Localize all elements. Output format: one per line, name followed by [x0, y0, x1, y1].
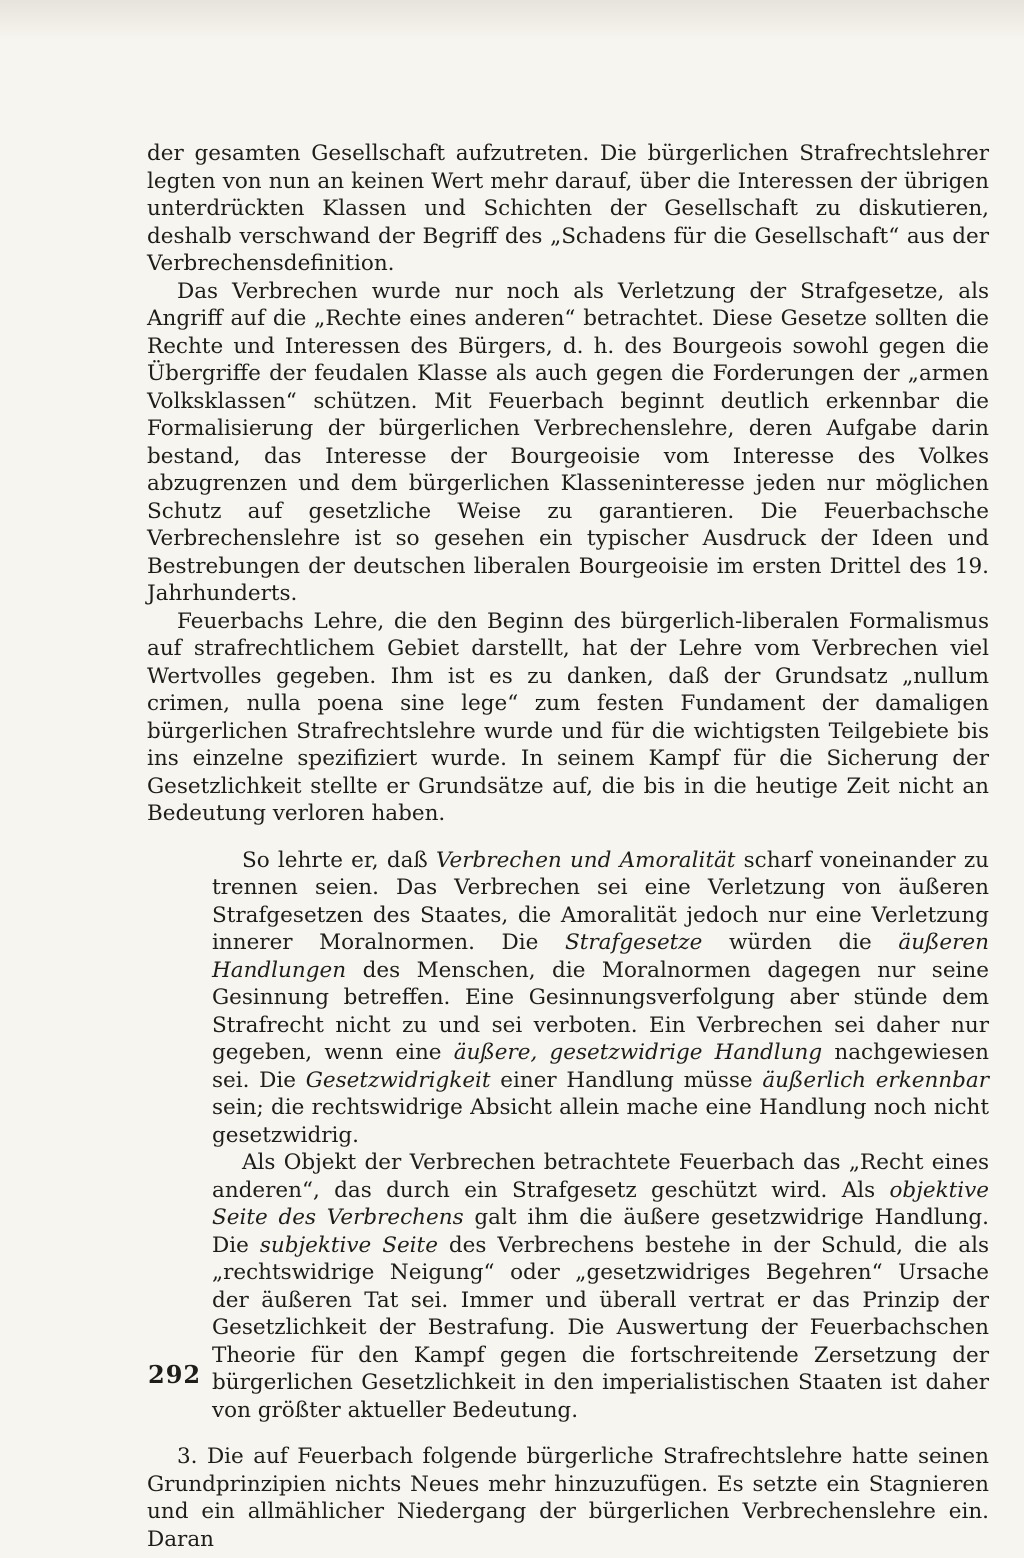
text-run: nachgewiesen sei. Die	[212, 1040, 990, 1093]
italic-run: subjektive Seite	[259, 1232, 438, 1258]
body-text	[147, 140, 989, 1553]
excerpt-paragraph-2	[212, 1149, 989, 1424]
text-run: des Verbrechens bestehe in der Schuld, die als „rechtswidrige Neigung“ oder „gesetzwidriges Begehren“ Ursache der äußeren Tat sei. Immer und überall vertrat er das Prinzip der Gesetzlichkeit der Bestrafung. Die Auswertung der Feuerbachschen Theorie für den Kampf gegen die fortschreitende Zersetzung der bürgerlichen Gesetzlichkeit in den imperialistischen Staaten ist daher von größter aktueller Bedeutung.	[212, 1232, 989, 1423]
italic-run: äußere, gesetzwidrige Handlung	[453, 1040, 823, 1065]
paragraph-1: der gesamten Gesellschaft aufzutreten. Die bürgerlichen Strafrechtslehrer legten von nun an keinen Wert mehr darauf, über die Interessen der übrigen unterdrückten Klassen und Schichten der Gesellschaft zu diskutieren, deshalb verschwand der Begriff des „Schadens für die Gesellschaft“ aus der Verbrechensdefinition.	[147, 141, 989, 276]
italic-run: Verbrechen und Amoralität	[435, 847, 736, 873]
italic-run: Gesetzwidrigkeit	[305, 1067, 491, 1093]
excerpt-paragraph-1	[212, 847, 989, 1150]
text-run: sein; die rechtswidrige Absicht allein mache eine Handlung noch nicht gesetzwidrig.	[212, 1095, 989, 1148]
page-number: 292	[148, 1360, 202, 1389]
indented-excerpt	[212, 847, 989, 1425]
paragraph-section-3: 3. Die auf Feuerbach folgende bürgerliche Strafrechtslehre hatte seinen Grundprinzipien nichts Neues mehr hinzuzufügen. Es setzte ein Stagnieren und ein allmählicher Niedergang der bürgerlichen Verbrechenslehre ein. Daran	[147, 1444, 989, 1552]
text-run: des Menschen, die Moralnormen dagegen nur seine Gesinnung betreffen. Eine Gesinnungsverfolgung aber stünde dem Strafrecht nicht zu und sei verboten. Ein Verbrechen sei daher nur gegeben, wenn eine	[212, 957, 989, 1065]
text-run: einer Handlung müsse	[490, 1067, 763, 1093]
text-run: würden die	[702, 930, 899, 955]
paragraph-2: Das Verbrechen wurde nur noch als Verletzung der Strafgesetze, als Angriff auf die „Rechte eines anderen“ betrachtet. Diese Gesetze sollten die Rechte und Interessen des Bürgers, d. h. des Bourgeois sowohl gegen die Übergriffe der feudalen Klasse als auch gegen die Forderungen der „armen Volksklassen“ schützen. Mit Feuerbach beginnt deutlich erkennbar die Formalisierung der bürgerlichen Verbrechenslehre, deren Aufgabe darin bestand, das Interesse der Bourgeoisie vom Interesse des Volkes abzugrenzen und dem bürgerlichen Klasseninteresse jeden nur möglichen Schutz auf gesetzliche Weise zu garantieren. Die Feuerbachsche Verbrechenslehre ist so gesehen ein typischer Ausdruck der Ideen und Bestrebungen der deutschen liberalen Bourgeoisie im ersten Drittel des 19. Jahrhunderts.	[147, 278, 989, 606]
italic-run: objektive Seite des Verbrechens	[212, 1177, 989, 1230]
paragraph-3: Feuerbachs Lehre, die den Beginn des bürgerlich-liberalen Formalismus auf strafrechtlichem Gebiet darstellt, hat der Lehre vom Verbrechen viel Wertvolles gegeben. Ihm ist es zu danken, daß der Grundsatz „nullum crimen, nulla poena sine lege“ zum festen Fundament der damaligen bürgerlichen Strafrechtslehre wurde und für die wichtigsten Teilgebiete bis ins einzelne spezifiziert wurde. In seinem Kampf für die Sicherung der Gesetzlichkeit stellte er Grundsätze auf, die bis in die heutige Zeit nicht an Bedeutung verloren haben.	[147, 608, 989, 826]
text-run: So lehrte er, daß	[242, 847, 436, 873]
text-run: galt ihm die äußere gesetzwidrige Handlung. Die	[212, 1205, 989, 1258]
italic-run: äußerlich erkennbar	[762, 1067, 989, 1093]
text-run: Als Objekt der Verbrechen betrachtete Feuerbach das „Recht eines anderen“, das durch ein Strafgesetz geschützt wird. Als	[212, 1150, 989, 1203]
italic-run: äußeren Handlungen	[212, 930, 989, 983]
italic-run: Strafgesetze	[565, 930, 703, 955]
text-run: scharf voneinander zu trennen seien. Das Verbrechen sei eine Verletzung von äußeren Strafgesetzen des Staates, die Amoralität jedoch nur eine Verletzung innerer Moralnormen. Die	[212, 847, 990, 955]
